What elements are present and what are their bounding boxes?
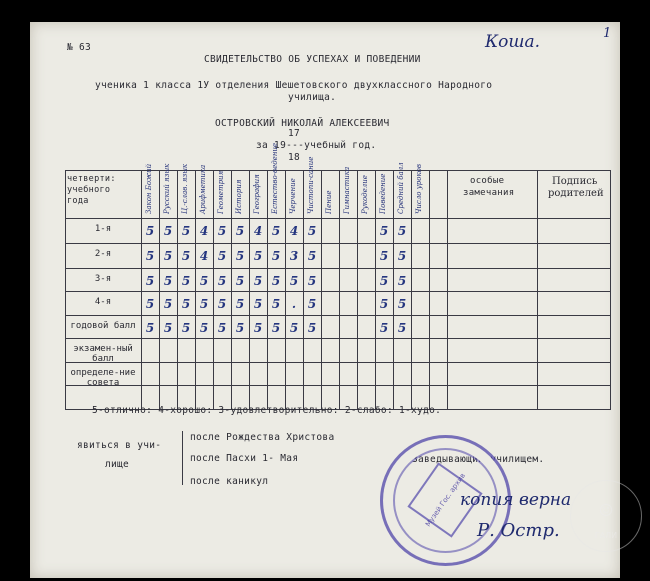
remarks-header-2: замечания [463,188,515,198]
row-label: годовой балл [70,321,136,331]
grade-cell: 5 [379,297,389,311]
grade-cell: 5 [163,274,173,288]
grade-cell: 5 [235,274,245,288]
subject-header: Число уроков [415,164,423,214]
school-head: Заведывающий училищем. [412,454,545,465]
row-label: экзамен-ный балл [73,344,133,364]
grade-cell: . [291,297,297,311]
signature-header-2: родителей [548,188,604,199]
grade-cell: 4 [289,224,299,238]
grade-cell: 5 [181,274,191,288]
subject-header: Гимнастика [343,166,351,214]
grade-cell: 5 [253,297,263,311]
year-bottom: 18 [288,152,301,163]
grade-cell: 5 [163,224,173,238]
grade-cell: 5 [199,274,209,288]
grade-cell: 3 [289,249,299,263]
grade-cell: 5 [307,274,317,288]
subject-header: Арифметика [199,164,207,214]
grade-cell: 5 [379,249,389,263]
theatre-mask-icon: ☺ [599,499,613,524]
grade-cell: 5 [271,224,281,238]
grade-cell: 5 [217,321,227,335]
appear-label-1: явиться в учи- [77,440,162,451]
grade-cell: 5 [397,224,407,238]
grade-cell: 5 [307,249,317,263]
grade-cell: 5 [217,274,227,288]
appear-label-2: лище [105,459,130,470]
row-label: 4-я [94,297,112,307]
grade-cell: 4 [199,224,209,238]
corner-label-1: четверти: [67,174,116,184]
stamp-text: Музей Гос. архив [424,471,467,529]
document-number: № 63 [67,42,92,53]
grade-cell: 5 [379,321,389,335]
handwritten-name: Коша. [485,32,541,52]
school-year: за 19---учебный год. [256,140,377,151]
page-mark: 1 [603,26,612,41]
row-label: 3-я [94,274,112,284]
grade-cell: 5 [379,224,389,238]
signature: Р. Остр. [477,520,560,541]
watermark-text: ГАЛИ [594,531,618,540]
signature-header-1: Подпись [552,176,598,187]
grade-cell: 5 [145,224,155,238]
subject-header: Рукоделие [361,175,369,214]
grade-cell: 5 [199,321,209,335]
after-christmas: после Рождества Христова [190,432,335,443]
after-holidays: после каникул [190,476,269,487]
corner-label-3: года [67,196,89,206]
subject-header: География [253,174,261,214]
grade-cell: 5 [271,249,281,263]
grade-cell: 5 [199,297,209,311]
grade-cell: 5 [217,297,227,311]
grade-cell: 5 [235,321,245,335]
grade-cell: 5 [271,297,281,311]
row-label: 1-я [94,224,112,234]
subtitle-line-1: ученика 1 класса 1У отделения Шешетовского двухклассного Народного [95,80,493,91]
document-title: СВИДЕТЕЛЬСТВО ОБ УСПЕХАХ И ПОВЕДЕНИИ [204,54,421,65]
grade-cell: 5 [145,249,155,263]
grade-cell: 5 [397,297,407,311]
grade-cell: 5 [181,297,191,311]
subject-header: Естество-ведение [271,142,279,214]
grade-cell: 5 [163,297,173,311]
grade-cell: 5 [253,249,263,263]
grade-cell: 4 [253,224,263,238]
grade-cell: 5 [397,249,407,263]
grade-cell: 5 [217,249,227,263]
subject-header: Геометрия [217,170,225,214]
subject-header: История [235,179,243,214]
subject-header: Черчение [289,178,297,214]
grade-cell: 4 [199,249,209,263]
grade-cell: 5 [235,249,245,263]
document-sheet [30,22,620,578]
row-label: определе-ние совета [70,368,136,388]
year-top: 17 [288,128,301,139]
grade-cell: 5 [397,274,407,288]
grade-cell: 5 [379,274,389,288]
subtitle-line-2: училища. [288,92,337,103]
grade-cell: 5 [217,224,227,238]
grade-cell: 5 [181,321,191,335]
subject-header: Поведение [379,173,387,214]
archive-watermark-logo [570,480,642,552]
bracket [182,431,189,485]
grade-cell: 5 [307,321,317,335]
grade-cell: 5 [145,274,155,288]
grade-cell: 5 [271,321,281,335]
after-easter: после Пасхи 1- Мая [190,453,299,464]
corner-label-2: учебного [67,185,111,195]
subject-header: Русский язык [163,163,171,214]
grade-cell: 5 [253,321,263,335]
grade-cell: 5 [145,297,155,311]
grade-cell: 5 [163,321,173,335]
subject-header: Средний балл [397,162,405,214]
grade-cell: 5 [181,224,191,238]
grading-scale: 5-отлично: 4-хорошо: 3-удовлетворительно: 2-слабо: 1-худо. [92,405,442,416]
grade-cell: 5 [397,321,407,335]
copy-note: копия верна [460,490,572,510]
remarks-header-1: особые [470,176,505,186]
grade-cell: 5 [163,249,173,263]
grade-cell: 5 [235,224,245,238]
student-name: ОСТРОВСКИЙ НИКОЛАЙ АЛЕКСЕЕВИЧ [215,118,390,129]
subject-header: Закон Божий [145,163,153,214]
grade-cell: 5 [289,274,299,288]
grade-cell: 5 [145,321,155,335]
grade-cell: 5 [307,224,317,238]
grade-cell: 5 [289,321,299,335]
subject-header: Ц.-слав. язык [181,163,189,214]
subject-header: Чистопи-сание [307,156,315,214]
row-label: 2-я [94,249,112,259]
grade-cell: 5 [307,297,317,311]
grade-cell: 5 [235,297,245,311]
subject-header: Пение [325,190,333,214]
grade-cell: 5 [181,249,191,263]
grade-cell: 5 [253,274,263,288]
grade-cell: 5 [271,274,281,288]
